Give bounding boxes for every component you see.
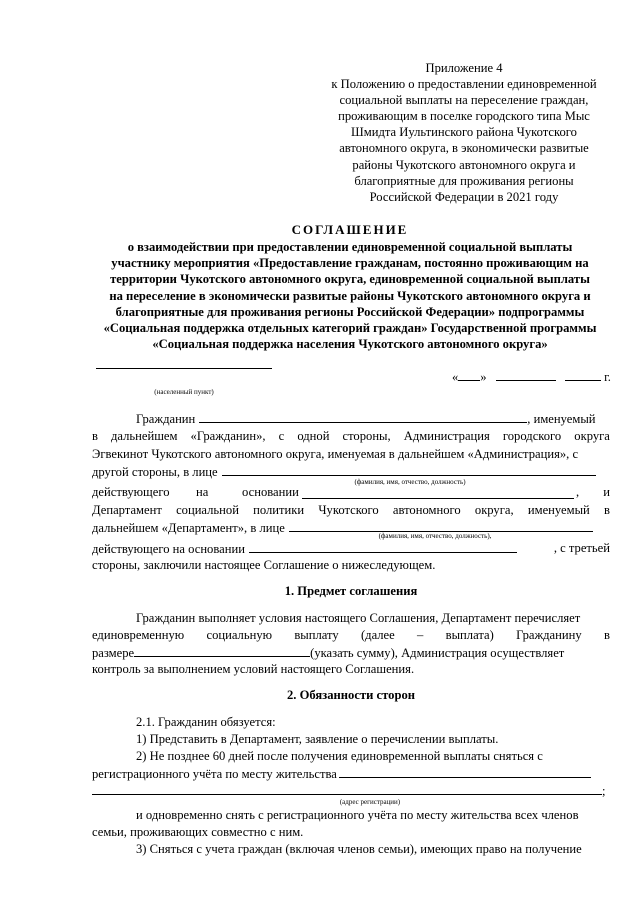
admin-representative-caption: (фамилия, имя, отчество, должность) — [354, 478, 466, 486]
intro-line-3: Эгвекинот Чукотского автономного округа, именуемая в дальнейшем «Администрация», с — [92, 447, 579, 461]
word: одной — [297, 429, 330, 443]
subtitle-line: на переселение в экономически развитые районы Чукотского автономного округа и — [109, 288, 591, 303]
section-2-heading: 2. Обязанности сторон — [287, 688, 415, 702]
intro-line-6 — [92, 502, 610, 519]
word: в — [604, 503, 610, 517]
date-month-blank — [496, 368, 556, 381]
word: в — [92, 429, 98, 443]
section-2-line-3: 2) Не позднее 60 дней после получения единовременной выплаты сняться с — [136, 749, 543, 763]
word: Департамент — [92, 503, 162, 517]
word: социальную — [206, 628, 273, 642]
word: единовременную — [92, 628, 185, 642]
word: дальнейшем — [111, 429, 178, 443]
section-2-line-4 — [92, 765, 610, 782]
word: – — [417, 628, 424, 642]
intro-text: , с третьей — [553, 541, 610, 555]
word: действующего — [92, 485, 170, 499]
section-1-line-4: контроль за выполнением условий настоящего Соглашения. — [92, 662, 415, 676]
appendix-block — [318, 60, 610, 205]
section-2-line-6: и одновременно снять с регистрационного учёта по месту жительства всех членов — [136, 808, 579, 822]
section-2-line-1: 2.1. Гражданин обязуется: — [136, 715, 276, 729]
place-line — [96, 368, 272, 369]
word: выплату — [294, 628, 339, 642]
subtitle-line: благоприятные для проживания регионы Российской Федерации» подпрограммы — [115, 304, 585, 319]
word: именуемый — [527, 503, 590, 517]
word: политики — [253, 503, 305, 517]
place-caption: (населенный пункт) — [154, 388, 214, 396]
appendix-line: районы Чукотского автономного округа и — [352, 157, 576, 172]
admin-representative-blank — [222, 463, 596, 476]
department-basis-blank — [249, 540, 517, 553]
department-representative-caption: (фамилия, имя, отчество, должность), — [378, 532, 492, 540]
section-1-heading: 1. Предмет соглашения — [284, 584, 418, 598]
intro-line-9: стороны, заключили настоящее Соглашение о нижеследующем. — [92, 558, 436, 572]
word: стороны, — [342, 429, 391, 443]
appendix-line: проживающим в поселке городского типа Мыс — [338, 109, 590, 124]
intro-text: дальнейшем «Департамент», в лице — [92, 521, 285, 535]
appendix-line: Российской Федерации в 2021 году — [369, 189, 559, 204]
subtitle-line: «Социальная поддержка отдельных категорий граждан» Государственной программы — [103, 321, 597, 336]
section-2-line-7: семьи, проживающих совместно с ним. — [92, 825, 304, 839]
registration-address-caption: (адрес регистрации) — [339, 798, 401, 806]
registration-address-blank-2 — [92, 782, 602, 795]
section-1-line-1: Гражданин выполняет условия настоящего Соглашения, Департамент перечисляет — [136, 611, 581, 625]
section-text: регистрационного учёта по месту жительства — [92, 767, 337, 781]
section-text: размере — [92, 646, 135, 660]
department-representative-blank — [289, 519, 593, 532]
section-1-line-2 — [92, 627, 610, 644]
intro-line-5 — [92, 484, 610, 501]
date-year-suffix: г. — [604, 370, 611, 384]
date-field — [452, 368, 617, 385]
document-subtitle — [70, 239, 630, 352]
subtitle-line: участнику мероприятия «Предоставление гражданам, постоянно проживающим на — [111, 256, 589, 271]
word: основании — [242, 485, 299, 499]
date-year-blank — [565, 368, 601, 381]
word: округа — [574, 429, 610, 443]
word: и — [603, 485, 610, 499]
date-day-blank — [458, 368, 480, 381]
word: , — [576, 485, 580, 499]
intro-text: Гражданин — [136, 412, 196, 426]
date-close-quote: » — [480, 370, 487, 384]
word: «Гражданин», — [190, 429, 266, 443]
section-text: (указать сумму), Администрация осуществляет — [310, 646, 565, 660]
appendix-line: к Положению о предоставлении единовременной — [331, 77, 597, 92]
subtitle-line: «Социальная поддержка населения Чукотского автономного округа» — [152, 337, 548, 352]
word: социальной — [176, 503, 239, 517]
word: Администрация — [403, 429, 490, 443]
intro-text: другой стороны, в лице — [92, 465, 218, 479]
section-text: ; — [602, 784, 606, 798]
appendix-line: социальной выплаты на переселение граждан, — [339, 93, 589, 108]
intro-line-1 — [92, 410, 610, 427]
subtitle-line: о взаимодействии при предоставлении единовременной социальной выплаты — [127, 240, 573, 254]
intro-text: , именуемый — [527, 412, 596, 426]
citizen-name-blank — [199, 410, 527, 423]
admin-basis-blank — [302, 486, 574, 499]
section-2-line-2: 1) Представить в Департамент, заявление о перечислении выплаты. — [136, 732, 499, 746]
appendix-line: Приложение 4 — [425, 61, 503, 75]
word: в — [603, 628, 610, 642]
word: (далее — [360, 628, 395, 642]
date-open-quote: « — [452, 370, 459, 384]
appendix-line: Шмидта Иультинского района Чукотского — [351, 125, 577, 140]
word: на — [196, 485, 209, 499]
amount-blank — [134, 644, 310, 657]
word: округа, — [474, 503, 514, 517]
appendix-line: автономного округа, в экономически развитые — [339, 141, 589, 156]
intro-text: действующего на основании — [92, 542, 245, 556]
word: Чукотского — [318, 503, 379, 517]
word: выплата) — [445, 628, 494, 642]
word: автономного — [392, 503, 461, 517]
appendix-line: благоприятные для проживания регионы — [354, 173, 574, 188]
word: с — [278, 429, 285, 443]
subtitle-line: территории Чукотского автономного округа, единовременной социальной выплаты — [110, 272, 590, 287]
word: Гражданину — [516, 628, 582, 642]
intro-line-8 — [92, 540, 610, 557]
registration-address-blank — [339, 765, 591, 778]
intro-line-2 — [92, 428, 610, 445]
section-2-line-5 — [92, 782, 610, 799]
word: городского — [502, 429, 562, 443]
section-1-line-3 — [92, 644, 610, 661]
document-title: СОГЛАШЕНИЕ — [291, 222, 409, 237]
section-2-line-8: 3) Сняться с учета граждан (включая членов семьи), имеющих право на получение — [136, 842, 582, 856]
